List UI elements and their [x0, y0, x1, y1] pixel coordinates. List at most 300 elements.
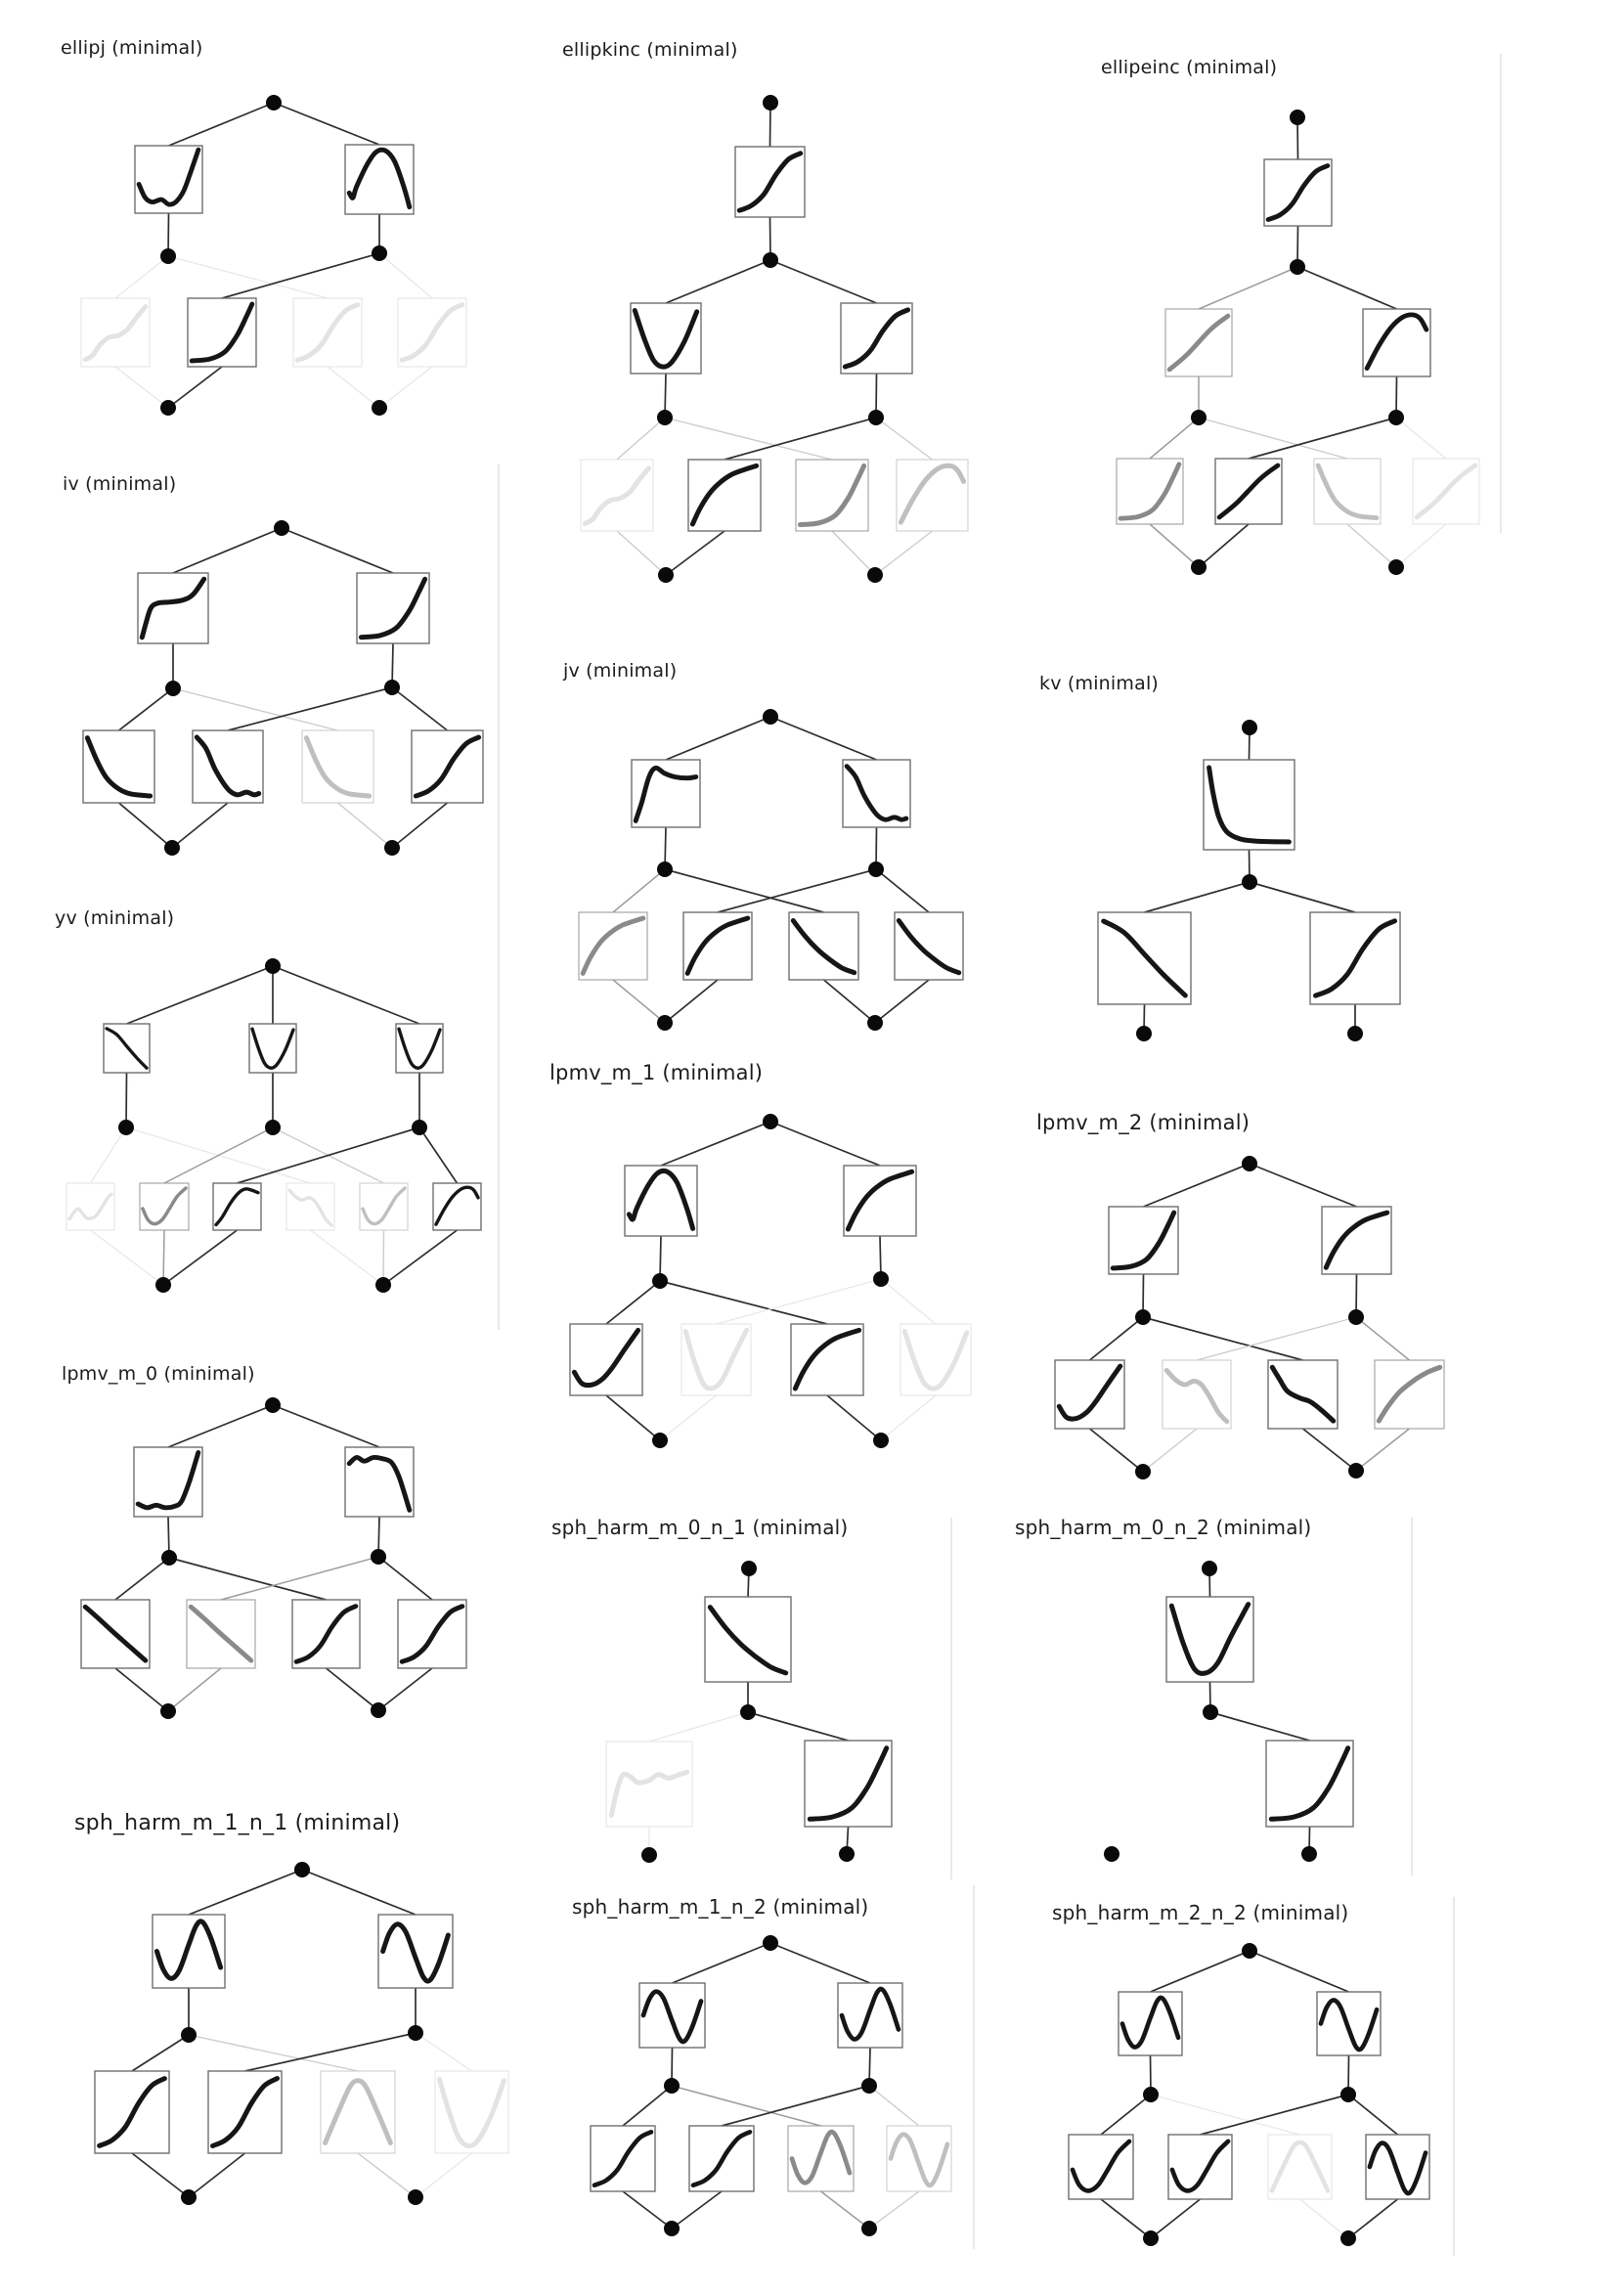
- graph-node: [294, 1862, 310, 1877]
- graph-node: [265, 958, 281, 974]
- activation-box-frame: [302, 730, 373, 803]
- panel-sph_harm_m_2_n_2: [1069, 1943, 1429, 2246]
- graph-node: [657, 410, 673, 425]
- graph-edge: [1150, 524, 1199, 567]
- graph-edge: [379, 367, 432, 408]
- graph-node: [408, 2025, 423, 2041]
- graph-edge: [666, 717, 770, 760]
- graph-edge: [1101, 2095, 1151, 2135]
- activation-box-frame: [631, 303, 701, 374]
- graph-node: [763, 1114, 778, 1129]
- graph-node: [384, 680, 400, 695]
- graph-edge: [189, 1870, 302, 1915]
- panel-jv: [579, 709, 963, 1031]
- graph-node: [1388, 559, 1404, 575]
- graph-edge: [1396, 524, 1446, 567]
- activation-box-u_valley: [396, 1024, 443, 1073]
- activation-box-sine_tc: [838, 1983, 902, 2048]
- graph-edge: [127, 966, 274, 1024]
- activation-box-frame: [321, 2071, 395, 2153]
- graph-node: [1242, 874, 1257, 890]
- activation-box-u_valley_right: [681, 1324, 751, 1395]
- panel-title-sph_harm_m_1_n_2: sph_harm_m_1_n_2 (minimal): [572, 1895, 869, 1919]
- graph-edge: [1250, 1951, 1349, 1992]
- graph-edge: [1201, 2095, 1349, 2135]
- graph-edge: [1356, 1429, 1410, 1471]
- activation-box-arch: [1268, 2135, 1332, 2199]
- activation-box-frame: [1314, 459, 1381, 524]
- graph-node: [372, 245, 387, 261]
- panel-lpmv_m_0: [81, 1397, 466, 1719]
- graph-node: [165, 681, 181, 696]
- activation-box-dec_sig: [193, 730, 263, 803]
- graph-edge: [383, 1230, 384, 1285]
- graph-edge: [163, 1230, 238, 1285]
- graph-edge: [91, 1127, 127, 1183]
- activation-box-exp_decay: [302, 730, 373, 803]
- activation-box-u_valley: [631, 303, 701, 374]
- activation-box-bump_skew: [1363, 309, 1430, 376]
- graph-node: [164, 840, 180, 856]
- panel-kv: [1098, 720, 1400, 1041]
- graph-node: [741, 1561, 757, 1576]
- graph-edge: [1348, 2095, 1398, 2135]
- graph-node: [155, 1277, 171, 1293]
- panel-ellipeinc: [1117, 110, 1479, 575]
- graph-node: [1347, 1026, 1363, 1041]
- activation-box-small_bump: [66, 1183, 114, 1230]
- activation-box-log_inc: [688, 460, 761, 531]
- graph-edge: [770, 260, 877, 303]
- activation-box-bump_skew: [433, 1183, 481, 1230]
- graph-node: [1135, 1309, 1151, 1325]
- graph-edge: [1250, 1164, 1357, 1207]
- activation-box-sig_inc: [841, 303, 912, 374]
- activation-box-valley_rise: [1055, 1360, 1124, 1429]
- graph-edge: [126, 1073, 127, 1127]
- graph-edge: [328, 367, 379, 408]
- activation-box-s_wavy_inc: [581, 460, 653, 531]
- activation-box-lin_inc: [1215, 459, 1282, 524]
- graph-edge: [606, 1281, 660, 1324]
- graph-edge: [613, 980, 665, 1023]
- graph-node: [763, 95, 778, 110]
- activation-box-frame: [249, 1024, 296, 1073]
- graph-edge: [623, 2191, 672, 2229]
- activation-box-exp_inc: [796, 460, 868, 531]
- graph-node: [1348, 1309, 1364, 1325]
- graph-node: [118, 1120, 134, 1135]
- activation-box-dip_rise: [135, 146, 202, 213]
- activation-box-exp_inc: [1266, 1741, 1353, 1827]
- panel-ellipkinc: [581, 95, 968, 583]
- graph-node: [266, 95, 282, 110]
- graph-edge: [1090, 1317, 1144, 1360]
- graph-edge: [1300, 2199, 1349, 2238]
- graph-node: [181, 2189, 197, 2205]
- activation-box-sharp_decay: [1204, 760, 1295, 850]
- panel-title-jv: jv (minimal): [563, 660, 678, 682]
- activation-box-dec_sig: [843, 760, 910, 827]
- activation-box-log_inc: [844, 1166, 916, 1236]
- graph-node: [161, 1550, 177, 1566]
- graph-node: [1388, 410, 1404, 425]
- panel-sph_harm_m_1_n_1: [95, 1862, 508, 2205]
- graph-node: [740, 1704, 756, 1720]
- panel-lpmv_m_2: [1055, 1156, 1444, 1479]
- graph-node: [371, 1702, 386, 1718]
- activation-box-frame: [805, 1741, 892, 1827]
- graph-node: [664, 2221, 680, 2236]
- panel-title-lpmv_m_0: lpmv_m_0 (minimal): [62, 1363, 255, 1385]
- activation-box-frame: [83, 730, 154, 803]
- graph-edge: [1151, 1951, 1251, 1992]
- activation-box-lin_inc: [1413, 459, 1479, 524]
- graph-edge: [273, 966, 419, 1024]
- activation-box-bump: [625, 1166, 697, 1236]
- graph-node: [384, 840, 400, 856]
- graph-node: [1290, 259, 1305, 275]
- panel-ellipj: [81, 95, 466, 416]
- graph-node: [873, 1433, 889, 1448]
- activation-box-sig_inc: [95, 2071, 169, 2153]
- graph-edge: [876, 869, 929, 912]
- graph-edge: [1150, 418, 1199, 459]
- graph-edge: [416, 2153, 472, 2197]
- activation-box-log_inc: [1322, 1207, 1391, 1274]
- activation-box-lin_inc: [1165, 309, 1232, 376]
- activation-box-dec_convex: [895, 912, 963, 980]
- graph-edge: [1144, 1164, 1251, 1207]
- activation-box-bump: [345, 145, 414, 214]
- graph-edge: [173, 528, 282, 573]
- graph-edge: [869, 2191, 919, 2229]
- graph-node: [657, 861, 673, 877]
- graph-node: [1242, 720, 1257, 735]
- activation-box-u_valley: [435, 2071, 508, 2153]
- panel-title-ellipeinc: ellipeinc (minimal): [1101, 57, 1278, 78]
- graph-edge: [172, 803, 228, 848]
- graph-edge: [168, 367, 222, 408]
- graph-node: [181, 2027, 197, 2043]
- panel-title-sph_harm_m_0_n_2: sph_harm_m_0_n_2 (minimal): [1015, 1516, 1312, 1539]
- graph-node: [839, 1846, 855, 1862]
- graph-edge: [1151, 2199, 1201, 2238]
- graph-edge: [613, 869, 665, 912]
- panel-title-sph_harm_m_2_n_2: sph_harm_m_2_n_2 (minimal): [1052, 1901, 1349, 1924]
- graph-edge: [115, 367, 168, 408]
- graph-node: [867, 567, 883, 583]
- graph-edge: [189, 2153, 245, 2197]
- graph-edge: [378, 1557, 432, 1600]
- activation-box-sine_tc: [153, 1915, 225, 1988]
- graph-edge: [606, 1395, 660, 1440]
- graph-edge: [875, 531, 933, 575]
- graph-node: [763, 1935, 778, 1951]
- graph-edge: [832, 531, 875, 575]
- activation-box-dec_concave: [1098, 912, 1191, 1004]
- graph-node: [375, 1277, 391, 1293]
- graph-edge: [649, 1712, 748, 1742]
- graph-node: [160, 400, 176, 416]
- graph-edge: [338, 803, 393, 848]
- graph-node: [1242, 1943, 1257, 1959]
- panel-title-lpmv_m_1: lpmv_m_1 (minimal): [549, 1061, 764, 1084]
- graph-node: [763, 709, 778, 725]
- activation-box-log_inc: [791, 1324, 863, 1395]
- graph-edge: [1297, 267, 1397, 309]
- activation-box-sine_tc: [1119, 1992, 1182, 2055]
- graph-edge: [169, 103, 275, 146]
- graph-edge: [168, 1405, 273, 1447]
- graph-edge: [1199, 524, 1249, 567]
- graph-node: [1104, 1846, 1119, 1862]
- activation-box-sqrt_inc: [1375, 1360, 1444, 1429]
- graph-edge: [164, 1127, 273, 1183]
- graph-edge: [1210, 1712, 1310, 1741]
- panel-lpmv_m_1: [570, 1114, 971, 1448]
- graph-edge: [416, 2033, 472, 2071]
- graph-edge: [673, 1943, 771, 1983]
- graph-node: [658, 567, 674, 583]
- graph-edge: [119, 688, 174, 730]
- graph-node: [265, 1120, 281, 1135]
- graph-edge: [327, 1668, 379, 1710]
- graph-edge: [115, 1558, 169, 1600]
- activation-box-u_valley_right: [1166, 1597, 1253, 1682]
- activation-box-trough_rise: [360, 1183, 408, 1230]
- graph-edge: [1145, 882, 1251, 912]
- activation-box-frame: [396, 1024, 443, 1073]
- graph-edge: [666, 260, 770, 303]
- activation-box-sig_inc: [735, 147, 805, 217]
- graph-edge: [748, 1712, 849, 1741]
- graph-edge: [274, 103, 379, 145]
- graph-edge: [119, 803, 173, 848]
- graph-edge: [189, 2035, 358, 2071]
- graph-edge: [672, 2191, 722, 2229]
- graph-node: [763, 252, 778, 268]
- activation-box-s_wavy_inc: [81, 298, 150, 367]
- activation-box-sine_ct: [887, 2126, 951, 2191]
- graph-node: [160, 1703, 176, 1719]
- activation-box-sig_inc: [1310, 912, 1400, 1004]
- activation-box-sine_ct: [1366, 2135, 1429, 2199]
- graph-edge: [311, 1230, 384, 1285]
- graph-edge: [392, 687, 448, 730]
- activation-box-dec_concave: [104, 1024, 150, 1073]
- graph-edge: [1356, 1317, 1410, 1360]
- graph-node: [1136, 1026, 1152, 1041]
- graph-edge: [238, 1127, 420, 1183]
- activation-box-exp_inc: [188, 298, 256, 367]
- activation-box-frame: [435, 2071, 508, 2153]
- graph-edge: [1143, 1429, 1197, 1472]
- graph-node: [372, 400, 387, 416]
- activation-box-sig_inc: [208, 2071, 282, 2153]
- graph-node: [1203, 1704, 1218, 1720]
- graph-edge: [824, 980, 876, 1023]
- activation-box-bump_skew: [897, 460, 968, 531]
- activation-box-sine_ct: [639, 1983, 705, 2048]
- graph-node: [1340, 2230, 1356, 2246]
- activation-box-hockey_inv: [345, 1447, 414, 1517]
- activation-box-exp_decay: [83, 730, 154, 803]
- activation-box-hockey: [134, 1447, 202, 1517]
- panel-title-lpmv_m_2: lpmv_m_2 (minimal): [1036, 1111, 1251, 1134]
- graph-edge: [1348, 2199, 1398, 2238]
- activation-box-rise_plateau: [632, 760, 700, 827]
- panel-title-sph_harm_m_0_n_1: sph_harm_m_0_n_1 (minimal): [551, 1516, 849, 1539]
- panel-title-kv: kv (minimal): [1039, 673, 1160, 694]
- activation-box-dec_lin: [81, 1600, 150, 1668]
- graph-edge: [666, 531, 724, 575]
- graph-edge: [1303, 1429, 1357, 1471]
- graph-edge: [379, 253, 432, 298]
- graph-node: [1290, 110, 1305, 125]
- graph-edge: [1347, 524, 1396, 567]
- activation-box-trough_rise: [1168, 2135, 1232, 2199]
- graph-edge: [168, 256, 328, 298]
- graph-edge: [115, 256, 168, 298]
- graph-node: [652, 1273, 668, 1289]
- panel-title-ellipj: ellipj (minimal): [61, 37, 203, 59]
- graph-node: [652, 1433, 668, 1448]
- graph-edge: [132, 2035, 189, 2071]
- activation-box-exp_inc: [357, 573, 429, 643]
- panel-sph_harm_m_0_n_1: [606, 1561, 892, 1863]
- activation-box-dec_lin: [187, 1600, 255, 1668]
- panel-sph_harm_m_1_n_2: [591, 1935, 951, 2236]
- panel-iv: [83, 520, 483, 856]
- activation-box-sig_inc: [412, 730, 483, 803]
- activation-box-sine_ct: [378, 1915, 453, 1988]
- panel-title-yv: yv (minimal): [55, 907, 175, 929]
- graph-node: [412, 1120, 427, 1135]
- graph-node: [160, 248, 176, 264]
- activation-box-sig_inc: [591, 2126, 655, 2191]
- activation-box-frame: [66, 1183, 114, 1230]
- graph-node: [1143, 2230, 1159, 2246]
- graph-edge: [392, 803, 448, 848]
- graph-node: [1348, 1463, 1364, 1479]
- graph-edge: [378, 1668, 432, 1710]
- activation-box-frame: [1266, 1741, 1353, 1827]
- graph-edge: [132, 2153, 189, 2197]
- panel-title-ellipkinc: ellipkinc (minimal): [562, 39, 738, 61]
- activation-box-sine_ct: [1317, 1992, 1381, 2055]
- activation-box-bump_flat: [213, 1183, 261, 1230]
- graph-node: [664, 2078, 680, 2094]
- graph-node: [408, 2189, 423, 2205]
- graph-edge: [881, 1395, 936, 1440]
- activation-box-s_plateau: [138, 573, 208, 643]
- graph-edge: [1101, 2199, 1151, 2238]
- graph-edge: [827, 1395, 881, 1440]
- graph-node: [1340, 2087, 1356, 2102]
- graph-node: [1135, 1464, 1151, 1479]
- graph-node: [861, 2221, 877, 2236]
- graph-edge: [617, 531, 666, 575]
- graph-edge: [169, 1558, 327, 1600]
- activation-box-dec_s: [1268, 1360, 1338, 1429]
- graph-edge: [1396, 418, 1446, 459]
- panel-sph_harm_m_0_n_2: [1104, 1561, 1353, 1862]
- activation-box-dec_wiggle: [1163, 1360, 1231, 1429]
- graph-edge: [115, 1668, 168, 1711]
- activation-box-exp_inc: [1109, 1207, 1178, 1274]
- panel-title-iv: iv (minimal): [63, 473, 177, 495]
- graph-edge: [875, 980, 929, 1023]
- panel-title-sph_harm_m_1_n_1: sph_harm_m_1_n_1 (minimal): [74, 1811, 401, 1835]
- graph-edge: [383, 1230, 458, 1285]
- activation-box-sig_inc: [398, 298, 466, 367]
- panel-yv: [66, 958, 481, 1293]
- activation-box-arch: [321, 2071, 395, 2153]
- activation-box-sig_inc: [398, 1600, 466, 1668]
- graph-edge: [282, 528, 393, 573]
- graph-edge: [665, 980, 718, 1023]
- activation-box-valley_rise: [570, 1324, 642, 1395]
- activation-box-dec_wiggle: [286, 1183, 334, 1230]
- activation-box-u_valley: [249, 1024, 296, 1073]
- graph-edge: [623, 2086, 672, 2126]
- graph-edge: [419, 1127, 458, 1183]
- activation-box-wiggle_flat: [606, 1742, 692, 1827]
- activation-box-exp_inc: [805, 1741, 892, 1827]
- activation-box-exp_inc: [1117, 459, 1183, 524]
- graph-node: [1191, 559, 1207, 575]
- graph-node: [873, 1271, 889, 1287]
- graph-edge: [661, 1122, 770, 1166]
- graph-node: [1202, 1561, 1217, 1576]
- activation-box-sig_inc: [689, 2126, 754, 2191]
- graph-edge: [1250, 882, 1355, 912]
- activation-box-trough_rise: [140, 1183, 189, 1230]
- graph-node: [265, 1397, 281, 1413]
- graph-edge: [273, 1405, 379, 1447]
- activation-box-log_inc: [683, 912, 752, 980]
- activation-box-exp_decay: [1314, 459, 1381, 524]
- graph-edge: [869, 2086, 919, 2126]
- graph-edge: [770, 1122, 880, 1166]
- graph-edge: [770, 717, 877, 760]
- graph-node: [1191, 410, 1207, 425]
- graph-edge: [1199, 267, 1297, 309]
- graph-edge: [91, 1230, 164, 1285]
- graph-node: [867, 1015, 883, 1031]
- graph-edge: [302, 1870, 416, 1915]
- activation-box-u_valley: [900, 1324, 971, 1395]
- graph-node: [868, 861, 884, 877]
- activation-box-sig_inc: [1264, 159, 1332, 226]
- graph-edge: [660, 1281, 827, 1324]
- graph-edge: [770, 1943, 870, 1983]
- graph-edge: [821, 2191, 870, 2229]
- activation-box-log_inc: [579, 912, 647, 980]
- graph-node: [868, 410, 884, 425]
- activation-box-trough_rise: [1069, 2135, 1133, 2199]
- graph-node: [1143, 2087, 1159, 2102]
- graph-edge: [358, 2153, 416, 2197]
- graph-node: [641, 1847, 657, 1863]
- activation-box-dec_convex: [705, 1597, 791, 1682]
- graph-node: [1301, 1846, 1317, 1862]
- graph-node: [371, 1549, 386, 1565]
- graph-node: [861, 2078, 877, 2094]
- graph-node: [657, 1015, 673, 1031]
- graph-edge: [1090, 1429, 1144, 1472]
